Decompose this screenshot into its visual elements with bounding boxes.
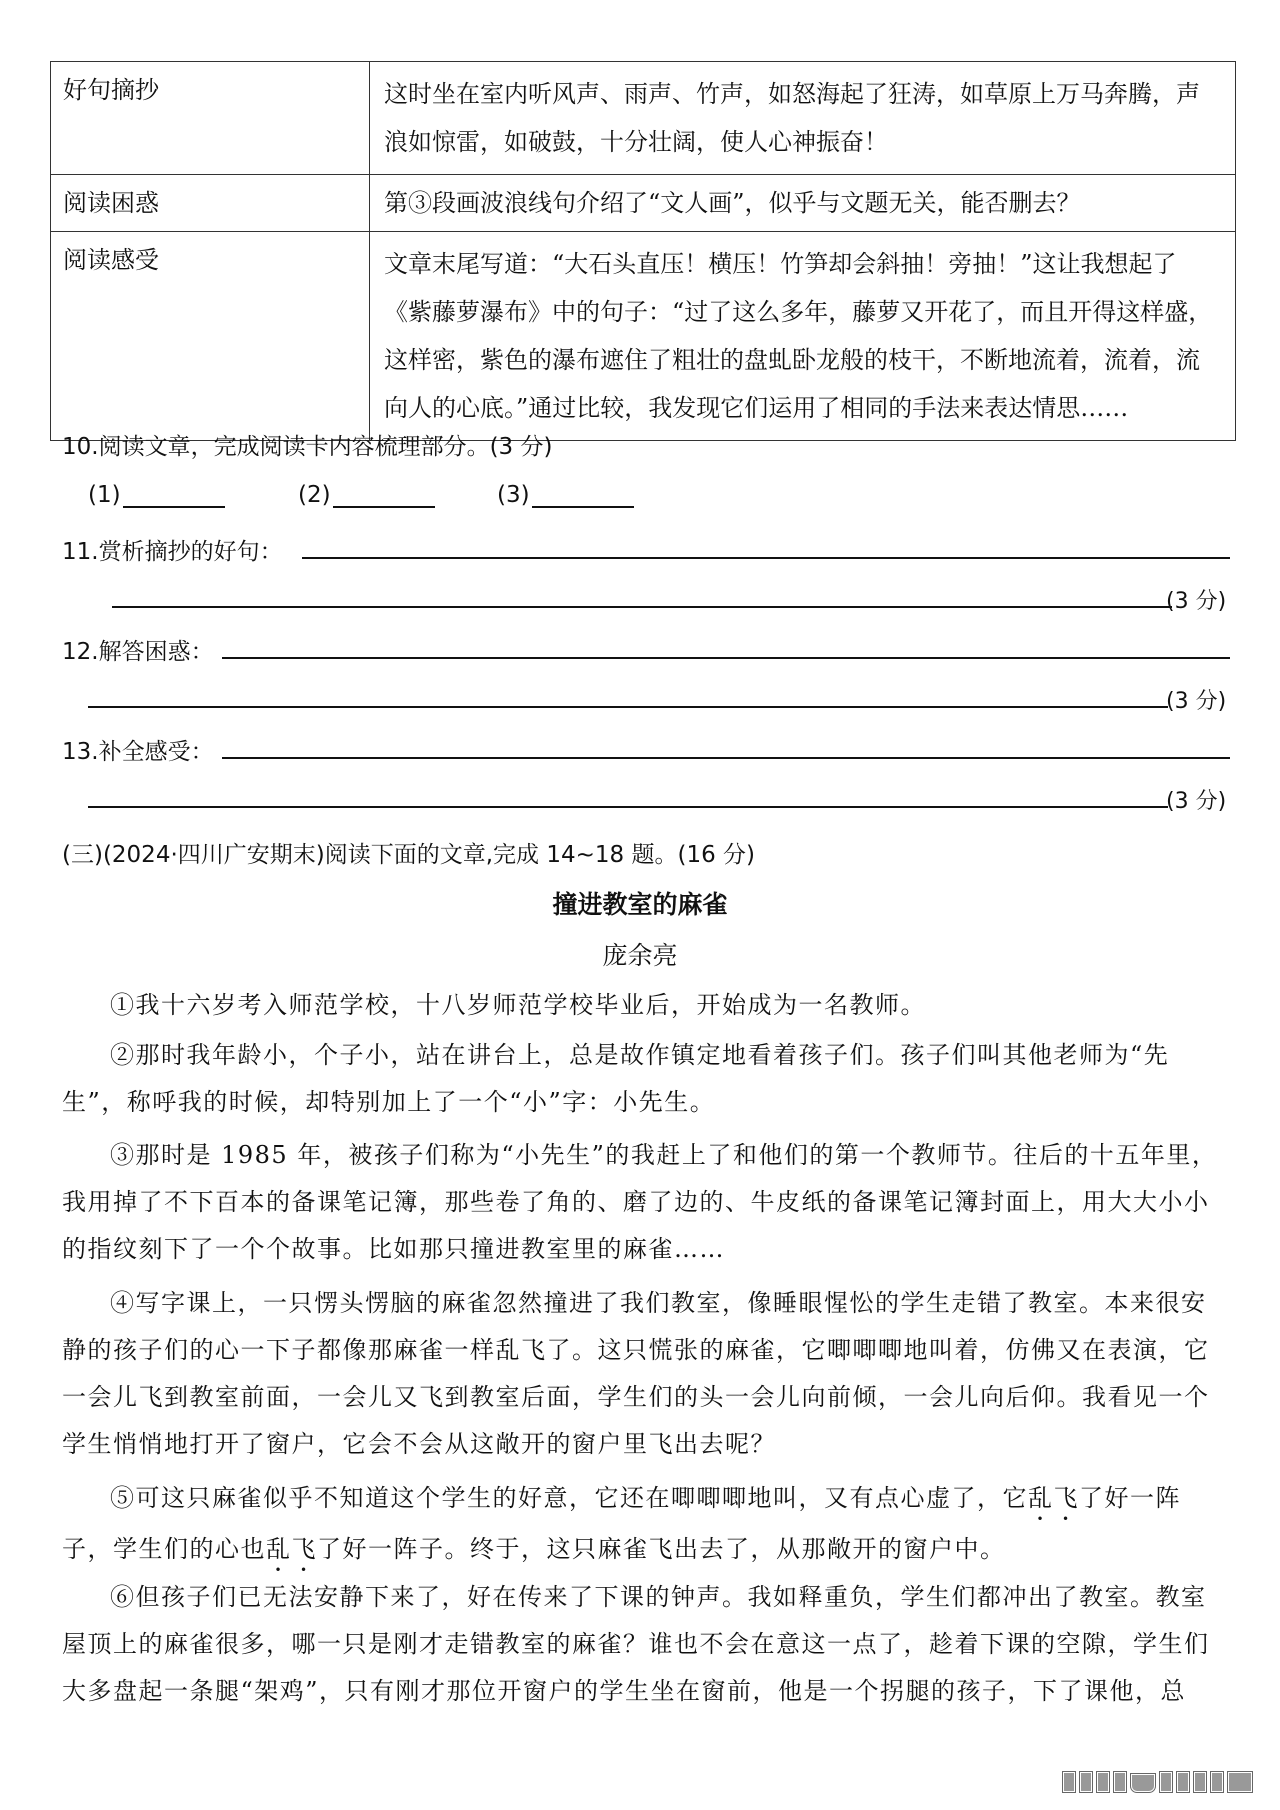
reading-card-table (50, 61, 1236, 441)
card-content: 第③段画波浪线句介绍了“文人画”，似乎与文题无关，能否删去？ (370, 175, 1236, 232)
paragraph-5 (62, 1475, 1228, 1577)
blank-3 (497, 482, 634, 508)
blank-label: (3) (497, 482, 530, 508)
answer-line[interactable] (88, 706, 1168, 708)
blank-2 (298, 482, 435, 508)
blank-label: (1) (88, 482, 121, 508)
paragraph-3: ③那时是 1985 年，被孩子们称为“小先生”的我赶上了和他们的第一个教师节。往后的十五年里，我用掉了不下百本的备课笔记簿，那些卷了角的、磨了边的、牛皮纸的备课笔记簿封面上，用大大小小的指纹刻下了一个个故事。比如那只撞进教室里的麻雀…… (62, 1141, 1218, 1263)
card-content: 文章末尾写道：“大石头直压！横压！竹笋却会斜抽！旁抽！”这让我想起了《紫藤萝瀑布》中的句子：“过了这么多年，藤萝又开花了，而且开得这样盛，这样密，紫色的瀑布遮住了粗壮的盘虬卧龙般的枝干，不断地流着，流着，流向人的心底。”通过比较，我发现它们运用了相同的手法来表达情思…… (370, 232, 1236, 441)
card-label: 阅读感受 (51, 232, 370, 441)
card-label: 阅读困惑 (51, 175, 370, 232)
blank-line[interactable] (532, 484, 634, 508)
score-label: (3 分) (1166, 589, 1227, 614)
score-label: (3 分) (1166, 789, 1227, 814)
emphasized-word: 乱飞 (1028, 1484, 1079, 1512)
paragraph-text: ⑤可这只麻雀似乎不知道这个学生的好意，它还在唧唧唧地叫，又有点心虚了，它 (110, 1484, 1028, 1512)
section-heading: (三)(2024·四川广安期末)阅读下面的文章,完成 14~18 题。(16 分) (62, 842, 755, 868)
paragraph-1: ①我十六岁考入师范学校，十八岁师范学校毕业后，开始成为一名教师。 (110, 991, 926, 1019)
blank-label: (2) (298, 482, 331, 508)
watermark-logo (1063, 1772, 1252, 1792)
card-row-confusion (51, 175, 1236, 232)
article-author: 庞余亮 (602, 941, 678, 970)
paragraph-text: 了好一阵子。终于，这只麻雀飞出去了，从那敞开的窗户中。 (317, 1535, 1006, 1563)
paragraph-2: ②那时我年龄小，个子小，站在讲台上，总是故作镇定地看着孩子们。孩子们叫其他老师为“先生”，称呼我的时候，却特别加上了一个“小”字：小先生。 (62, 1041, 1170, 1116)
paragraph-6: ⑥但孩子们已无法安静下来了，好在传来了下课的钟声。我如释重负，学生们都冲出了教室。教室屋顶上的麻雀很多，哪一只是刚才走错教室的麻雀？谁也不会在意这一点了，趁着下课的空隙，学生们大多盘起一条腿“架鸡”，只有刚才那位开窗户的学生坐在窗前，他是一个拐腿的孩子，下了课他，总 (62, 1583, 1210, 1705)
answer-line[interactable] (222, 757, 1230, 759)
answer-line[interactable] (88, 806, 1168, 808)
answer-line[interactable] (302, 557, 1230, 559)
emphasized-word: 乱飞 (266, 1535, 317, 1563)
blank-line[interactable] (333, 484, 435, 508)
answer-line[interactable] (222, 657, 1230, 659)
question-10: 10.阅读文章，完成阅读卡内容梳理部分。(3 分) (62, 434, 553, 460)
question-11: 11.赏析摘抄的好句： (62, 539, 283, 565)
card-content: 这时坐在室内听风声、雨声、竹声，如怒海起了狂涛，如草原上万马奔腾，声浪如惊雷，如破鼓，十分壮阔，使人心神振奋！ (370, 62, 1236, 175)
blank-line[interactable] (123, 484, 225, 508)
answer-line[interactable] (112, 606, 1172, 608)
score-label: (3 分) (1166, 689, 1227, 714)
question-13: 13.补全感受： (62, 739, 214, 765)
card-row-good-sentence (51, 62, 1236, 175)
blank-1 (88, 482, 225, 508)
card-row-feeling (51, 232, 1236, 441)
paragraph-text: 了好一阵子，学生们的心也 (62, 1484, 1181, 1563)
article-title: 撞进教室的麻雀 (552, 890, 728, 919)
question-12: 12.解答困惑： (62, 639, 214, 665)
paragraph-4: ④写字课上，一只愣头愣脑的麻雀忽然撞进了我们教室，像睡眼惺忪的学生走错了教室。本来很安静的孩子们的心一下子都像那麻雀一样乱飞了。这只慌张的麻雀，它唧唧唧地叫着，仿佛又在表演，它一会儿飞到教室前面，一会儿又飞到教室后面，学生们的头一会儿向前倾，一会儿向后仰。我看见一个学生悄悄地打开了窗户，它会不会从这敞开的窗户里飞出去呢？ (62, 1289, 1210, 1458)
card-label: 好句摘抄 (51, 62, 370, 175)
